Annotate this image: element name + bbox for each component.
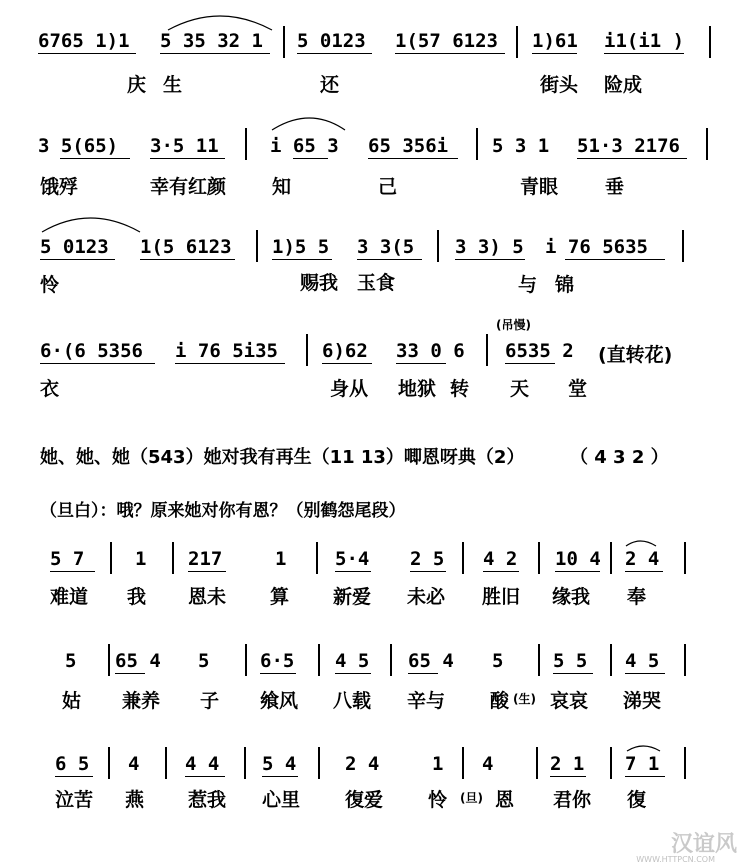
lyric: 转	[450, 378, 470, 400]
lyric: 子	[200, 690, 220, 712]
note-group: 6)62	[322, 340, 368, 362]
watermark-url: WWW.HTTPCN.COM	[636, 855, 715, 864]
note-group: 5 4	[262, 753, 297, 775]
note-group: 4 5	[335, 650, 370, 672]
lyric: 生	[163, 74, 183, 96]
slur	[168, 16, 272, 30]
note-group: 1	[135, 548, 147, 570]
role-annotation: (旦)	[460, 791, 483, 805]
lyric: 身从	[330, 378, 369, 400]
note-group: 5 0123	[297, 30, 366, 52]
note-group: 65 356i	[368, 135, 449, 157]
lyric: 地狱	[398, 378, 437, 400]
lyric: 饿	[40, 176, 60, 198]
note-group: 4	[128, 753, 140, 775]
note-group: 33 0 6	[396, 340, 465, 362]
note-group: i 65 3	[270, 135, 339, 157]
note-group: 6·5	[260, 650, 295, 672]
note-group: 3 3(5	[357, 236, 415, 258]
lyric: 未必	[407, 586, 446, 608]
lyric: 玉食	[357, 272, 396, 294]
lyric: 算	[270, 586, 290, 608]
lyric: 復爱	[345, 789, 384, 811]
lyric: 恩	[495, 789, 515, 811]
lyric: 与	[518, 274, 538, 296]
note-group: 65 4	[408, 650, 454, 672]
note-group: 6765 1)1	[38, 30, 130, 52]
lyric: 险成	[604, 74, 643, 96]
lyric: 君你	[553, 789, 592, 811]
lyric: 赐我	[300, 272, 339, 294]
note-group: 5 7	[50, 548, 85, 570]
slur	[42, 218, 140, 232]
note-group: 5	[65, 650, 77, 672]
lyric: 知	[272, 176, 292, 198]
note-group: 5	[492, 650, 504, 672]
lyric: 心里	[262, 789, 301, 811]
lyric: 我	[127, 586, 147, 608]
note-group: 5	[198, 650, 210, 672]
lyric: 己	[378, 176, 398, 198]
lyric: 惹我	[188, 789, 227, 811]
note-group: i 76 5i35	[175, 340, 278, 362]
note-group: 2 4	[625, 548, 660, 570]
note-group: 1	[432, 753, 444, 775]
note-group: 2 5	[410, 548, 445, 570]
watermark-logo: 汉谊风	[670, 831, 737, 857]
lyric: 衣	[40, 378, 60, 400]
expression-mark: (直转花)	[598, 344, 673, 366]
lyric: 还	[320, 74, 340, 96]
role-annotation: (生)	[513, 692, 536, 706]
lyric: 怜	[40, 274, 60, 296]
note-group: 5 5	[553, 650, 588, 672]
note-group: 10 4	[555, 548, 601, 570]
spoken-line: （旦白）：哦？原来她对你有恩？（别鹤怨尾段）	[40, 501, 406, 521]
lyric: 怜	[428, 789, 448, 811]
note-group: i1(i1 )	[604, 30, 685, 52]
note-group: 7 1	[625, 753, 660, 775]
lyric: 堂	[568, 378, 588, 400]
note-group: 217	[188, 548, 223, 570]
note-group: 6 5	[55, 753, 90, 775]
note-group: 6535 2	[505, 340, 574, 362]
note-group: 5 35 32 1	[160, 30, 263, 52]
note-group: 1)5 5	[272, 236, 330, 258]
lyric: 泣苦	[55, 789, 94, 811]
note-group: 6·(6 5356	[40, 340, 143, 362]
slur	[272, 118, 345, 130]
lyric: 復	[627, 789, 647, 811]
note-group: 1	[275, 548, 287, 570]
lyric: 兼养	[122, 690, 161, 712]
slur	[626, 541, 656, 546]
lyric: 涕哭	[623, 690, 662, 712]
note-group: 2 1	[550, 753, 585, 775]
spoken-line: 她、她、她（543）她对我有再生（11 13）唧恩呀典（2）	[40, 447, 525, 468]
lyric: 幸有红颜	[150, 176, 227, 198]
note-group: 4 5	[625, 650, 660, 672]
spoken-line-notes: （ 4 3 2 ）	[570, 447, 669, 468]
note-group: 4	[482, 753, 494, 775]
lyric: 酸	[490, 690, 510, 712]
lyric: 锦	[555, 274, 575, 296]
note-group: 5·4	[335, 548, 370, 570]
note-group: 65 4	[115, 650, 161, 672]
lyric: 胜旧	[482, 586, 521, 608]
lyric: 燕	[125, 789, 145, 811]
lyric: 缘我	[552, 586, 591, 608]
slur	[627, 746, 660, 751]
lyric: 新爱	[333, 586, 372, 608]
lyric: 天	[510, 378, 530, 400]
lyric: 八载	[333, 690, 372, 712]
note-group: 4 2	[483, 548, 518, 570]
note-group: 5 3 1	[492, 135, 550, 157]
lyric: 飨风	[260, 690, 299, 712]
note-group: 5 0123	[40, 236, 109, 258]
lyric: 奉	[627, 586, 647, 608]
lyric: 辛与	[407, 690, 446, 712]
note-group: 1)61	[532, 30, 578, 52]
lyric: 垂	[605, 176, 625, 198]
tempo-annotation: (吊慢)	[496, 318, 531, 332]
note-group: 2 4	[345, 753, 380, 775]
lyric: 殍	[59, 176, 79, 198]
note-group: 3 5(65)	[38, 135, 119, 157]
lyric: 恩未	[188, 586, 227, 608]
lyric: 难道	[50, 586, 89, 608]
lyric: 青眼	[520, 176, 559, 198]
lyric: 庆	[127, 74, 147, 96]
note-group: 3·5 11	[150, 135, 219, 157]
note-group: 1(5 6123	[140, 236, 232, 258]
note-group: 4 4	[185, 753, 220, 775]
lyric: 哀哀	[550, 690, 589, 712]
note-group: i 76 5635	[545, 236, 648, 258]
note-group: 1(57 6123	[395, 30, 498, 52]
lyric: 姑	[62, 690, 82, 712]
lyric: 街头	[540, 74, 579, 96]
note-group: 51·3 2176	[577, 135, 680, 157]
note-group: 3 3) 5	[455, 236, 524, 258]
